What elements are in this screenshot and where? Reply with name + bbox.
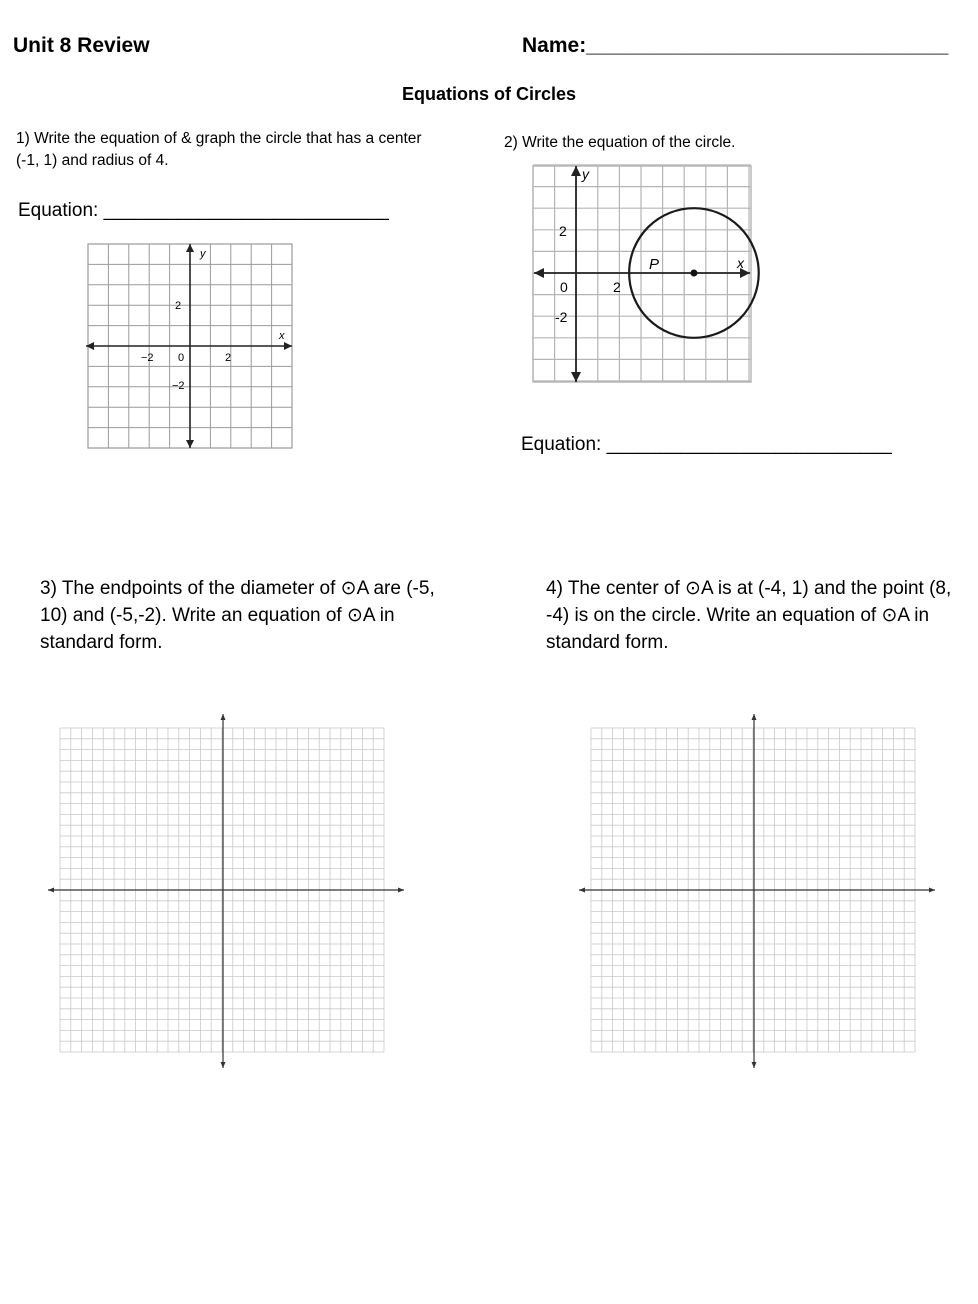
question-3-text: 3) The endpoints of the diameter of ⊙A are (-5, 10) and (-5,-2). Write an equation of ⊙A in standard form. [40,578,435,653]
question-4-text: 4) The center of ⊙A is at (-4, 1) and the point (8, -4) is on the circle. Write an equation of ⊙A in standard form. [546,578,952,653]
question-1-tick-neg-y: −2 [172,380,185,392]
name-field[interactable]: Name:_______________________________ [522,34,949,57]
question-2-x-label: x [737,255,744,271]
question-2-tick-origin: 0 [560,279,568,295]
question-2-graph [532,165,752,385]
question-2-tick-pos-y: 2 [559,223,567,239]
question-2-tick-neg-y: -2 [555,309,568,325]
question-3-y-axis-down-arrow [221,1062,226,1068]
question-2-point-label: P [649,256,660,273]
question-2-center-point [690,270,697,277]
question-1-x-axis-right-arrow [284,342,292,350]
question-4-y-axis-down-arrow [752,1062,757,1068]
question-2-text: 2) Write the equation of the circle. [504,134,736,151]
question-2-x-axis-left-arrow [534,268,544,278]
question-2-tick-pos-x: 2 [613,279,621,295]
worksheet-title: Unit 8 Review [13,34,150,57]
question-1-y-axis-up-arrow [186,244,194,252]
question-1-x-axis-left-arrow [86,342,94,350]
question-3-x-axis-left-arrow [48,888,54,893]
question-1-text: 1) Write the equation of & graph the circle that has a center (-1, 1) and radius of 4. [16,130,422,169]
question-2-y-axis-up-arrow [571,166,581,176]
question-1-y-axis-down-arrow [186,440,194,448]
question-1-graph[interactable] [86,242,296,452]
question-3-y-axis-up-arrow [221,714,226,720]
question-1-equation-field[interactable]: Equation: ___________________________ [18,200,389,221]
question-1-x-label: x [279,330,285,342]
question-1-tick-pos-y: 2 [175,300,182,312]
question-2-y-label: y [582,166,589,182]
question-3-x-axis-right-arrow [398,888,404,893]
question-4-y-axis-up-arrow [752,714,757,720]
question-4-graph[interactable] [577,712,937,1082]
question-4-x-axis-left-arrow [579,888,585,893]
question-1-tick-neg-x: −2 [141,352,154,364]
question-1-tick-origin: 0 [178,352,185,364]
question-1-y-label: y [200,248,206,260]
question-3-graph[interactable] [46,712,406,1082]
question-1-tick-pos-x: 2 [225,352,232,364]
page-subtitle: Equations of Circles [401,84,577,104]
question-4-x-axis-right-arrow [929,888,935,893]
question-2-equation-field[interactable]: Equation: ___________________________ [521,434,892,455]
